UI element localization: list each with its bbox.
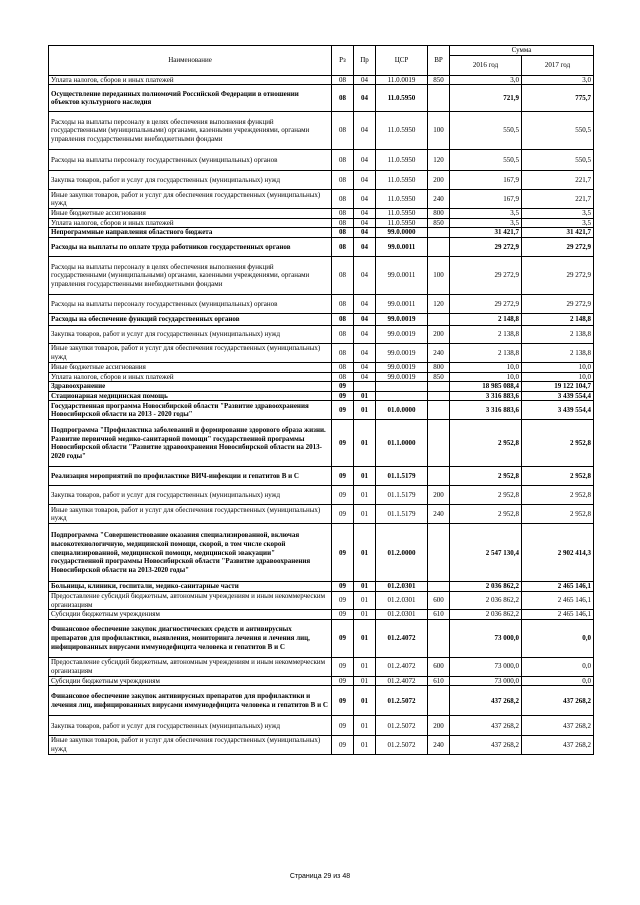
table-header bbox=[49, 46, 594, 76]
cell-vr bbox=[428, 467, 450, 486]
table-body bbox=[49, 75, 594, 754]
cell-csr: 01.1.5179 bbox=[376, 505, 428, 524]
cell-name: Подпрограмма "Профилактика заболеваний и формирование здорового образа жизни. Развитие первичной медико-санитарной помощи" государственной программы Новосибирской области "Развитие здравоохранения Новосибирской области на 2013-2020 годы" bbox=[49, 420, 332, 467]
cell-rz: 09 bbox=[332, 582, 354, 592]
cell-vr bbox=[428, 391, 450, 401]
cell-name: Иные закупки товаров, работ и услуг для обеспечения государственных (муниципальных) нужд bbox=[49, 505, 332, 524]
cell-sum-2016: 73 000,0 bbox=[450, 657, 522, 676]
cell-vr bbox=[428, 401, 450, 420]
cell-pr: 01 bbox=[354, 420, 376, 467]
cell-sum-2017: 437 268,2 bbox=[522, 736, 594, 754]
header-sum: Сумма bbox=[450, 46, 594, 56]
cell-rz: 08 bbox=[332, 294, 354, 313]
cell-name: Предоставление субсидий бюджетным, автономным учреждениям и иным некоммерческим организациям bbox=[49, 657, 332, 676]
cell-sum-2017: 29 272,9 bbox=[522, 237, 594, 256]
cell-sum-2017: 0,0 bbox=[522, 619, 594, 657]
cell-csr: 01.2.4072 bbox=[376, 657, 428, 676]
cell-rz: 09 bbox=[332, 657, 354, 676]
table-row bbox=[49, 582, 594, 592]
cell-vr: 100 bbox=[428, 112, 450, 150]
cell-sum-2016: 437 268,2 bbox=[450, 686, 522, 716]
table-row bbox=[49, 524, 594, 582]
header-year-2017: 2017 год bbox=[522, 55, 594, 75]
cell-name: Закупка товаров, работ и услуг для государственных (муниципальных) нужд bbox=[49, 486, 332, 505]
cell-sum-2016: 10,0 bbox=[450, 372, 522, 382]
cell-sum-2016: 437 268,2 bbox=[450, 716, 522, 736]
cell-csr: 01.1.0000 bbox=[376, 420, 428, 467]
cell-rz: 09 bbox=[332, 736, 354, 754]
cell-pr: 01 bbox=[354, 736, 376, 754]
header-vr: ВР bbox=[428, 46, 450, 76]
cell-pr: 04 bbox=[354, 325, 376, 343]
table-row bbox=[49, 218, 594, 228]
cell-rz: 09 bbox=[332, 619, 354, 657]
cell-csr: 01.2.0000 bbox=[376, 524, 428, 582]
cell-csr: 11.0.5950 bbox=[376, 190, 428, 209]
cell-rz: 09 bbox=[332, 505, 354, 524]
table-row bbox=[49, 486, 594, 505]
table-row bbox=[49, 294, 594, 313]
cell-vr: 200 bbox=[428, 171, 450, 190]
table-row bbox=[49, 420, 594, 467]
cell-vr: 610 bbox=[428, 676, 450, 686]
cell-pr: 04 bbox=[354, 237, 376, 256]
cell-rz: 08 bbox=[332, 75, 354, 85]
cell-sum-2016: 550,5 bbox=[450, 112, 522, 150]
cell-csr: 01.2.5072 bbox=[376, 686, 428, 716]
cell-rz: 08 bbox=[332, 218, 354, 228]
cell-rz: 08 bbox=[332, 362, 354, 372]
cell-csr: 99.0.0019 bbox=[376, 325, 428, 343]
cell-csr: 01.2.0301 bbox=[376, 591, 428, 609]
cell-name: Реализация мероприятий по профилактике ВИЧ-инфекции и гепатитов В и С bbox=[49, 467, 332, 486]
cell-vr: 800 bbox=[428, 362, 450, 372]
table-row bbox=[49, 505, 594, 524]
cell-sum-2016: 2 952,8 bbox=[450, 420, 522, 467]
cell-sum-2016: 2 952,8 bbox=[450, 505, 522, 524]
cell-vr: 200 bbox=[428, 325, 450, 343]
cell-sum-2017: 437 268,2 bbox=[522, 716, 594, 736]
cell-sum-2017: 2 902 414,3 bbox=[522, 524, 594, 582]
cell-rz: 09 bbox=[332, 716, 354, 736]
cell-pr: 01 bbox=[354, 505, 376, 524]
cell-vr: 240 bbox=[428, 736, 450, 754]
cell-vr: 600 bbox=[428, 591, 450, 609]
cell-rz: 08 bbox=[332, 228, 354, 238]
cell-pr: 01 bbox=[354, 467, 376, 486]
cell-sum-2016: 3 316 883,6 bbox=[450, 401, 522, 420]
cell-csr: 01.2.0301 bbox=[376, 610, 428, 620]
table-row bbox=[49, 171, 594, 190]
cell-sum-2016: 3,5 bbox=[450, 218, 522, 228]
table-row bbox=[49, 85, 594, 112]
header-rz: Рз bbox=[332, 46, 354, 76]
cell-csr: 11.0.5950 bbox=[376, 112, 428, 150]
budget-table-container bbox=[48, 45, 593, 755]
cell-name: Непрограммные направления областного бюджета bbox=[49, 228, 332, 238]
cell-name: Расходы на выплаты персоналу государственных (муниципальных) органов bbox=[49, 294, 332, 313]
cell-pr: 01 bbox=[354, 610, 376, 620]
cell-pr: 01 bbox=[354, 591, 376, 609]
cell-name: Подпрограмма "Совершенствование оказания специализированной, включая высокотехнологичную, медицинской помощи, скорой, в том числе скорой специализированной, медицинской помощи, медицинской эвакуации" государственной программы Новосибирской области "Развитие здравоохранения Новосибирской области на 2013-2020 годы" bbox=[49, 524, 332, 582]
cell-sum-2017: 3 439 554,4 bbox=[522, 391, 594, 401]
cell-pr: 01 bbox=[354, 676, 376, 686]
cell-sum-2016: 73 000,0 bbox=[450, 676, 522, 686]
table-row bbox=[49, 237, 594, 256]
cell-name: Закупка товаров, работ и услуг для государственных (муниципальных) нужд bbox=[49, 325, 332, 343]
cell-sum-2017: 10,0 bbox=[522, 362, 594, 372]
cell-pr: 04 bbox=[354, 150, 376, 171]
cell-vr: 240 bbox=[428, 505, 450, 524]
cell-pr: 04 bbox=[354, 362, 376, 372]
cell-name: Государственная программа Новосибирской области "Развитие здравоохранения Новосибирской области на 2013 - 2020 годы" bbox=[49, 401, 332, 420]
cell-rz: 08 bbox=[332, 209, 354, 219]
cell-sum-2017: 0,0 bbox=[522, 676, 594, 686]
cell-sum-2016: 2 036 862,2 bbox=[450, 582, 522, 592]
cell-csr: 01.1.5179 bbox=[376, 467, 428, 486]
table-row bbox=[49, 313, 594, 325]
cell-sum-2016: 550,5 bbox=[450, 150, 522, 171]
header-pr: Пр bbox=[354, 46, 376, 76]
cell-pr: 04 bbox=[354, 75, 376, 85]
cell-csr: 99.0.0019 bbox=[376, 362, 428, 372]
header-name: Наименование bbox=[49, 46, 332, 76]
table-row bbox=[49, 591, 594, 609]
cell-pr: 04 bbox=[354, 171, 376, 190]
cell-name: Субсидии бюджетным учреждениям bbox=[49, 676, 332, 686]
table-row bbox=[49, 209, 594, 219]
cell-sum-2016: 2 952,8 bbox=[450, 486, 522, 505]
cell-vr bbox=[428, 313, 450, 325]
cell-csr: 01.2.0301 bbox=[376, 582, 428, 592]
cell-rz: 09 bbox=[332, 676, 354, 686]
cell-sum-2016: 2 036 862,2 bbox=[450, 591, 522, 609]
cell-sum-2017: 31 421,7 bbox=[522, 228, 594, 238]
cell-pr: 04 bbox=[354, 218, 376, 228]
cell-name: Расходы на выплаты по оплате труда работников государственных органов bbox=[49, 237, 332, 256]
table-row bbox=[49, 391, 594, 401]
cell-csr bbox=[376, 391, 428, 401]
cell-vr bbox=[428, 237, 450, 256]
table-row bbox=[49, 401, 594, 420]
cell-pr: 01 bbox=[354, 486, 376, 505]
cell-vr: 100 bbox=[428, 256, 450, 294]
cell-sum-2016: 167,9 bbox=[450, 171, 522, 190]
cell-rz: 08 bbox=[332, 313, 354, 325]
cell-sum-2016: 2 138,8 bbox=[450, 325, 522, 343]
cell-csr: 99.0.0011 bbox=[376, 256, 428, 294]
cell-sum-2017: 221,7 bbox=[522, 171, 594, 190]
cell-rz: 09 bbox=[332, 686, 354, 716]
table-row bbox=[49, 716, 594, 736]
cell-vr bbox=[428, 582, 450, 592]
cell-vr: 850 bbox=[428, 218, 450, 228]
table-row bbox=[49, 382, 594, 392]
cell-vr bbox=[428, 686, 450, 716]
cell-csr: 01.0.0000 bbox=[376, 401, 428, 420]
cell-sum-2017: 550,5 bbox=[522, 112, 594, 150]
cell-pr: 04 bbox=[354, 85, 376, 112]
cell-name: Уплата налогов, сборов и иных платежей bbox=[49, 218, 332, 228]
cell-sum-2017: 3,5 bbox=[522, 209, 594, 219]
cell-csr: 01.2.5072 bbox=[376, 716, 428, 736]
cell-rz: 08 bbox=[332, 150, 354, 171]
cell-sum-2017: 2 148,8 bbox=[522, 313, 594, 325]
cell-sum-2017: 2 952,8 bbox=[522, 486, 594, 505]
cell-rz: 09 bbox=[332, 467, 354, 486]
cell-rz: 08 bbox=[332, 372, 354, 382]
cell-vr: 610 bbox=[428, 610, 450, 620]
cell-name: Иные бюджетные ассигнования bbox=[49, 362, 332, 372]
cell-sum-2016: 10,0 bbox=[450, 362, 522, 372]
cell-sum-2017: 775,7 bbox=[522, 85, 594, 112]
cell-rz: 08 bbox=[332, 325, 354, 343]
cell-sum-2017: 2 465 146,1 bbox=[522, 582, 594, 592]
cell-sum-2016: 29 272,9 bbox=[450, 256, 522, 294]
cell-vr: 240 bbox=[428, 190, 450, 209]
table-row bbox=[49, 467, 594, 486]
table-row bbox=[49, 372, 594, 382]
cell-sum-2016: 437 268,2 bbox=[450, 736, 522, 754]
cell-name: Закупка товаров, работ и услуг для государственных (муниципальных) нужд bbox=[49, 171, 332, 190]
cell-vr: 240 bbox=[428, 343, 450, 362]
cell-sum-2017: 29 272,9 bbox=[522, 256, 594, 294]
cell-csr: 99.0.0011 bbox=[376, 237, 428, 256]
cell-name: Стационарная медицинская помощь bbox=[49, 391, 332, 401]
cell-name: Расходы на обеспечение функций государственных органов bbox=[49, 313, 332, 325]
cell-sum-2016: 2 148,8 bbox=[450, 313, 522, 325]
cell-csr: 01.2.4072 bbox=[376, 619, 428, 657]
cell-name: Уплата налогов, сборов и иных платежей bbox=[49, 75, 332, 85]
cell-csr: 11.0.5950 bbox=[376, 218, 428, 228]
cell-vr bbox=[428, 619, 450, 657]
table-row bbox=[49, 619, 594, 657]
cell-name: Субсидии бюджетным учреждениям bbox=[49, 610, 332, 620]
cell-sum-2017: 2 465 146,1 bbox=[522, 591, 594, 609]
cell-sum-2016: 2 952,8 bbox=[450, 467, 522, 486]
cell-csr: 99.0.0011 bbox=[376, 294, 428, 313]
cell-csr: 11.0.5950 bbox=[376, 171, 428, 190]
cell-sum-2017: 2 465 146,1 bbox=[522, 610, 594, 620]
cell-sum-2016: 29 272,9 bbox=[450, 294, 522, 313]
cell-vr: 120 bbox=[428, 150, 450, 171]
cell-vr: 800 bbox=[428, 209, 450, 219]
cell-pr bbox=[354, 382, 376, 392]
cell-sum-2017: 550,5 bbox=[522, 150, 594, 171]
cell-name: Иные закупки товаров, работ и услуг для обеспечения государственных (муниципальных) нужд bbox=[49, 343, 332, 362]
cell-sum-2016: 3,5 bbox=[450, 209, 522, 219]
cell-pr: 01 bbox=[354, 619, 376, 657]
cell-csr: 11.0.0019 bbox=[376, 75, 428, 85]
cell-rz: 09 bbox=[332, 591, 354, 609]
cell-sum-2016: 29 272,9 bbox=[450, 237, 522, 256]
cell-rz: 09 bbox=[332, 610, 354, 620]
cell-vr: 120 bbox=[428, 294, 450, 313]
cell-sum-2017: 2 138,8 bbox=[522, 325, 594, 343]
cell-sum-2016: 167,9 bbox=[450, 190, 522, 209]
cell-sum-2017: 3 439 554,4 bbox=[522, 401, 594, 420]
table-row bbox=[49, 112, 594, 150]
cell-pr: 01 bbox=[354, 582, 376, 592]
cell-name: Здравоохранение bbox=[49, 382, 332, 392]
cell-rz: 08 bbox=[332, 85, 354, 112]
cell-rz: 09 bbox=[332, 401, 354, 420]
cell-rz: 08 bbox=[332, 237, 354, 256]
cell-pr: 04 bbox=[354, 190, 376, 209]
table-row bbox=[49, 256, 594, 294]
cell-sum-2016: 73 000,0 bbox=[450, 619, 522, 657]
cell-rz: 08 bbox=[332, 112, 354, 150]
cell-vr bbox=[428, 382, 450, 392]
cell-csr: 11.0.5950 bbox=[376, 209, 428, 219]
cell-sum-2017: 2 952,8 bbox=[522, 420, 594, 467]
cell-sum-2016: 18 985 088,4 bbox=[450, 382, 522, 392]
header-year-2016: 2016 год bbox=[450, 55, 522, 75]
cell-pr: 04 bbox=[354, 256, 376, 294]
cell-pr: 04 bbox=[354, 343, 376, 362]
cell-rz: 08 bbox=[332, 343, 354, 362]
cell-csr: 01.2.4072 bbox=[376, 676, 428, 686]
cell-csr: 99.0.0019 bbox=[376, 372, 428, 382]
cell-rz: 08 bbox=[332, 171, 354, 190]
cell-sum-2016: 721,9 bbox=[450, 85, 522, 112]
cell-vr: 200 bbox=[428, 716, 450, 736]
cell-csr: 99.0.0019 bbox=[376, 313, 428, 325]
table-row bbox=[49, 343, 594, 362]
cell-rz: 08 bbox=[332, 256, 354, 294]
cell-name: Иные бюджетные ассигнования bbox=[49, 209, 332, 219]
cell-csr: 99.0.0000 bbox=[376, 228, 428, 238]
cell-csr: 01.1.5179 bbox=[376, 486, 428, 505]
cell-rz: 09 bbox=[332, 486, 354, 505]
cell-pr: 04 bbox=[354, 112, 376, 150]
table-row bbox=[49, 676, 594, 686]
table-row bbox=[49, 657, 594, 676]
cell-sum-2016: 3 316 883,6 bbox=[450, 391, 522, 401]
cell-vr bbox=[428, 524, 450, 582]
cell-vr bbox=[428, 85, 450, 112]
cell-pr: 01 bbox=[354, 401, 376, 420]
cell-name: Уплата налогов, сборов и иных платежей bbox=[49, 372, 332, 382]
header-csr: ЦСР bbox=[376, 46, 428, 76]
cell-sum-2016: 2 036 862,2 bbox=[450, 610, 522, 620]
table-row bbox=[49, 610, 594, 620]
cell-sum-2017: 437 268,2 bbox=[522, 686, 594, 716]
cell-sum-2017: 0,0 bbox=[522, 657, 594, 676]
cell-sum-2017: 3,5 bbox=[522, 218, 594, 228]
cell-pr: 01 bbox=[354, 716, 376, 736]
cell-rz: 08 bbox=[332, 190, 354, 209]
cell-sum-2016: 31 421,7 bbox=[450, 228, 522, 238]
table-row bbox=[49, 228, 594, 238]
cell-csr: 01.2.5072 bbox=[376, 736, 428, 754]
cell-sum-2017: 2 952,8 bbox=[522, 505, 594, 524]
cell-pr: 04 bbox=[354, 372, 376, 382]
cell-vr bbox=[428, 228, 450, 238]
cell-csr: 11.0.5950 bbox=[376, 85, 428, 112]
cell-pr: 04 bbox=[354, 209, 376, 219]
cell-pr: 01 bbox=[354, 524, 376, 582]
cell-vr: 850 bbox=[428, 372, 450, 382]
table-row bbox=[49, 362, 594, 372]
table-row bbox=[49, 190, 594, 209]
page-number: Страница 29 из 48 bbox=[289, 873, 351, 880]
cell-sum-2017: 29 272,9 bbox=[522, 294, 594, 313]
cell-name: Иные закупки товаров, работ и услуг для обеспечения государственных (муниципальных) нужд bbox=[49, 190, 332, 209]
cell-vr: 850 bbox=[428, 75, 450, 85]
table-row bbox=[49, 150, 594, 171]
cell-sum-2017: 10,0 bbox=[522, 372, 594, 382]
cell-csr bbox=[376, 382, 428, 392]
cell-name: Финансовое обеспечение закупок антивирусных препаратов для профилактики и лечения лиц, инфицированных вирусами иммунодефицита человека и гепатитов В и С bbox=[49, 686, 332, 716]
cell-name: Больницы, клиники, госпитали, медико-санитарные части bbox=[49, 582, 332, 592]
cell-sum-2017: 19 122 104,7 bbox=[522, 382, 594, 392]
cell-name: Иные закупки товаров, работ и услуг для обеспечения государственных (муниципальных) нужд bbox=[49, 736, 332, 754]
cell-rz: 09 bbox=[332, 391, 354, 401]
cell-sum-2017: 2 138,8 bbox=[522, 343, 594, 362]
cell-name: Расходы на выплаты персоналу в целях обеспечения выполнения функций государственными (муниципальными) органами, казенными учреждениями, органами управления государственными внебюджетными фондами bbox=[49, 256, 332, 294]
cell-pr: 04 bbox=[354, 228, 376, 238]
cell-name: Расходы на выплаты персоналу государственных (муниципальных) органов bbox=[49, 150, 332, 171]
cell-name: Финансовое обеспечение закупок диагностических средств и антивирусных препаратов для профилактики, выявления, мониторинга лечения и лечения лиц, инфицированных вирусами иммунодефицита человека и гепатитов В и С bbox=[49, 619, 332, 657]
cell-rz: 09 bbox=[332, 524, 354, 582]
cell-pr: 04 bbox=[354, 294, 376, 313]
cell-rz: 09 bbox=[332, 382, 354, 392]
cell-vr: 600 bbox=[428, 657, 450, 676]
cell-sum-2017: 221,7 bbox=[522, 190, 594, 209]
cell-csr: 99.0.0019 bbox=[376, 343, 428, 362]
cell-csr: 11.0.5950 bbox=[376, 150, 428, 171]
cell-pr: 01 bbox=[354, 686, 376, 716]
budget-table bbox=[48, 45, 594, 755]
cell-pr: 01 bbox=[354, 391, 376, 401]
cell-rz: 09 bbox=[332, 420, 354, 467]
cell-sum-2017: 2 952,8 bbox=[522, 467, 594, 486]
cell-name: Осуществление переданных полномочий Российской Федерации в отношении объектов культурного наследия bbox=[49, 85, 332, 112]
cell-sum-2017: 3,0 bbox=[522, 75, 594, 85]
table-row bbox=[49, 736, 594, 754]
cell-vr: 200 bbox=[428, 486, 450, 505]
table-row bbox=[49, 75, 594, 85]
cell-pr: 01 bbox=[354, 657, 376, 676]
cell-sum-2016: 3,0 bbox=[450, 75, 522, 85]
cell-vr bbox=[428, 420, 450, 467]
cell-name: Закупка товаров, работ и услуг для государственных (муниципальных) нужд bbox=[49, 716, 332, 736]
cell-name: Расходы на выплаты персоналу в целях обеспечения выполнения функций государственными (муниципальными) органами, казенными учреждениями, органами управления государственными внебюджетными фондами bbox=[49, 112, 332, 150]
cell-name: Предоставление субсидий бюджетным, автономным учреждениям и иным некоммерческим организациям bbox=[49, 591, 332, 609]
cell-pr: 04 bbox=[354, 313, 376, 325]
cell-sum-2016: 2 138,8 bbox=[450, 343, 522, 362]
table-row bbox=[49, 686, 594, 716]
cell-sum-2016: 2 547 130,4 bbox=[450, 524, 522, 582]
table-row bbox=[49, 325, 594, 343]
